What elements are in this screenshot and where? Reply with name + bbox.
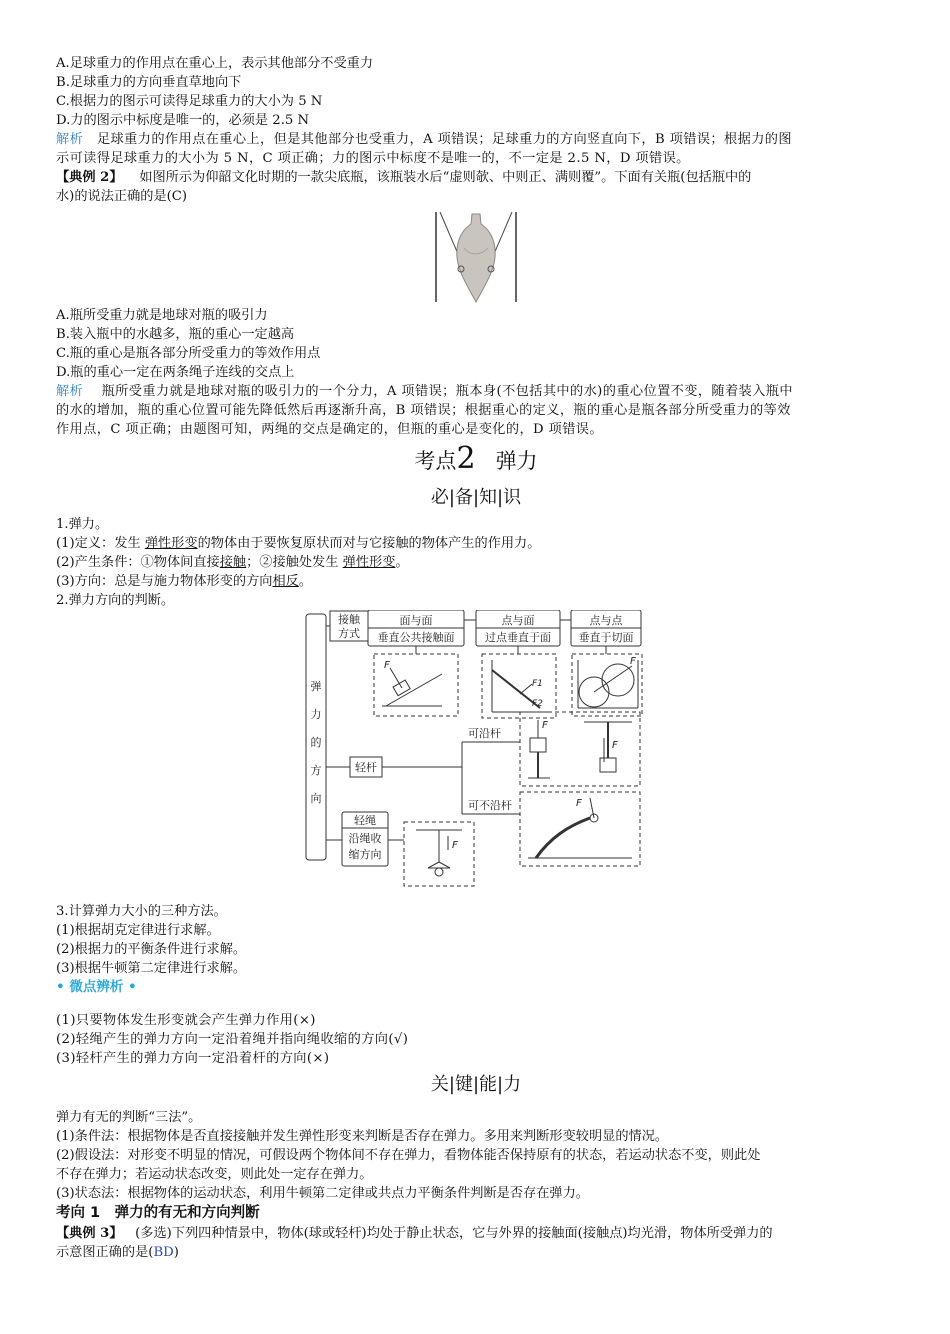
svg-text:力: 力 [310,708,322,721]
svg-text:缩方向: 缩方向 [348,848,382,861]
svg-text:可不沿杆: 可不沿杆 [468,799,512,812]
kaodian-heading: 考点2 弹力 [414,441,538,476]
svg-text:方: 方 [310,764,322,777]
example2-line2: 水)的说法正确的是(C) [56,189,188,204]
weidian-title: • 微点辨析 • [56,979,137,995]
analysis-tag: 解析 [56,132,84,147]
example2-option-b: B.装入瓶中的水越多，瓶的重心一定越高 [56,327,295,342]
methods-line3: (2)根据力的平衡条件进行求解。 [56,942,247,957]
example2-option-d: D.瓶的重心一定在两条绳子连线的交点上 [56,365,295,380]
svg-text:接触: 接触 [338,613,360,626]
svg-text:垂直于切面: 垂直于切面 [578,631,634,644]
q1-option-b: B.足球重力的方向垂直草地向下 [56,75,242,90]
svg-text:可沿杆: 可沿杆 [468,727,501,740]
example3-answer: BD [153,1245,174,1260]
elastic-force-direction-diagram [56,610,896,902]
q1-option-c: C.根据力的图示可读得足球重力的大小为 5 N [56,94,323,109]
svg-text:方式: 方式 [338,627,360,640]
example3-line2: 示意图正确的是(BD) [56,1245,179,1260]
svg-text:F: F [452,840,458,851]
weidian-item-3: (3)轻杆产生的弹力方向一定沿着杆的方向(×) [56,1051,330,1066]
svg-text:F1: F1 [532,679,543,689]
document-page [56,54,896,1262]
svg-text:沿绳收: 沿绳收 [348,832,382,845]
svg-text:面与面: 面与面 [399,614,433,627]
sanfa-line5: (3)状态法：根据物体的运动状态，利用牛顿第二定律或共点力平衡条件判断是否存在弹力。 [56,1186,589,1201]
knowledge-line1: 1.弹力。 [56,517,109,532]
section-heading-ability: 关|键|能|力 [430,1074,522,1095]
knowledge-definition: (1)定义：发生 弹性形变的物体由于要恢复原状而对与它接触的物体产生的作用力。 [56,536,541,551]
example2-tag: 【典例 2】 [56,170,123,185]
analysis-tag: 解析 [56,384,84,399]
sanfa-line4: 不存在弹力；若运动状态改变，则此处一定存在弹力。 [56,1167,373,1182]
svg-text:F2: F2 [532,699,543,709]
example2-analysis-line2: 的水的增加，瓶的重心位置可能先降低然后再逐渐升高，B 项错误；根据重心的定义，瓶的重心是瓶各部分所受重力的等效 [56,403,791,418]
q1-option-a: A.足球重力的作用点在重心上，表示其他部分不受重力 [56,56,374,71]
svg-text:的: 的 [310,736,322,749]
methods-line1: 3.计算弹力大小的三种方法。 [56,904,227,919]
example2-line1: 【典例 2】 如图所示为仰韶文化时期的一款尖底瓶，该瓶装水后“虚则欹、中则正、满则覆”。下面有关瓶(包括瓶中的 [56,170,752,185]
example3-tag: 【典例 3】 [56,1226,123,1241]
kaoxiang-heading: 考向 1 弹力的有无和方向判断 [56,1205,260,1221]
q1-analysis-line1: 解析 足球重力的作用点在重心上，但是其他部分也受重力，A 项错误；足球重力的方向竖直向下，B 项错误；根据力的图 [56,132,792,147]
spacer [56,997,896,1011]
svg-text:轻杆: 轻杆 [355,761,377,774]
q1-analysis-line2: 示可读得足球重力的大小为 5 N，C 项正确；力的图示中标度不是唯一的，不一定是 2.5 N，D 项错误。 [56,151,690,166]
knowledge-line5: 2.弹力方向的判断。 [56,593,175,608]
knowledge-direction: (3)方向：总是与施力物体形变的方向相反。 [56,574,313,589]
svg-text:点与面: 点与面 [501,614,535,627]
svg-text:F: F [384,660,390,671]
svg-text:轻绳: 轻绳 [354,814,376,827]
svg-text:F: F [576,798,582,809]
svg-text:点与点: 点与点 [589,614,623,627]
weidian-item-2: (2)轻绳产生的弹力方向一定沿着绳并指向绳收缩的方向(√) [56,1032,409,1047]
svg-text:向: 向 [310,792,322,805]
svg-text:弹: 弹 [310,680,322,693]
example2-analysis-line3: 作用点，C 项正确；由题图可知，两绳的交点是确定的，但瓶的重心是变化的，D 项错误。 [56,422,603,437]
sanfa-line1: 弹力有无的判断“三法”。 [56,1110,202,1125]
methods-line4: (3)根据牛顿第二定律进行求解。 [56,961,247,976]
sanfa-line2: (1)条件法：根据物体是否直接接触并发生弹性形变来判断是否存在弹力。多用来判断形变较明显的情况。 [56,1129,669,1144]
pointed-bottom-bottle-image [434,208,518,304]
example2-option-a: A.瓶所受重力就是地球对瓶的吸引力 [56,308,268,323]
weidian-item-1: (1)只要物体发生形变就会产生弹力作用(×) [56,1013,316,1028]
svg-text:过点垂直于面: 过点垂直于面 [485,631,551,644]
svg-text:垂直公共接触面: 垂直公共接触面 [377,631,455,644]
q1-option-d: D.力的图示中标度是唯一的，必须是 2.5 N [56,113,310,128]
knowledge-conditions: (2)产生条件：①物体间直接接触；②接触处发生 弹性形变。 [56,555,409,570]
methods-line2: (1)根据胡克定律进行求解。 [56,923,220,938]
sanfa-line3: (2)假设法：对形变不明显的情况，可假设两个物体间不存在弹力，看物体能否保持原有的状态，若运动状态不变，则此处 [56,1148,761,1163]
example2-option-c: C.瓶的重心是瓶各部分所受重力的等效作用点 [56,346,321,361]
section-heading-knowledge: 必|备|知|识 [430,487,522,508]
svg-text:F: F [612,740,618,751]
svg-text:F: F [542,720,548,731]
example2-analysis-line1: 解析 瓶所受重力就是地球对瓶的吸引力的一个分力，A 项错误；瓶本身(不包括其中的水)的重心位置不变，随着装入瓶中 [56,384,793,399]
example3-line1: 【典例 3】 (多选)下列四种情景中，物体(球或轻杆)均处于静止状态，它与外界的接触面(接触点)均光滑，物体所受弹力的 [56,1226,773,1241]
svg-text:F: F [630,656,636,667]
